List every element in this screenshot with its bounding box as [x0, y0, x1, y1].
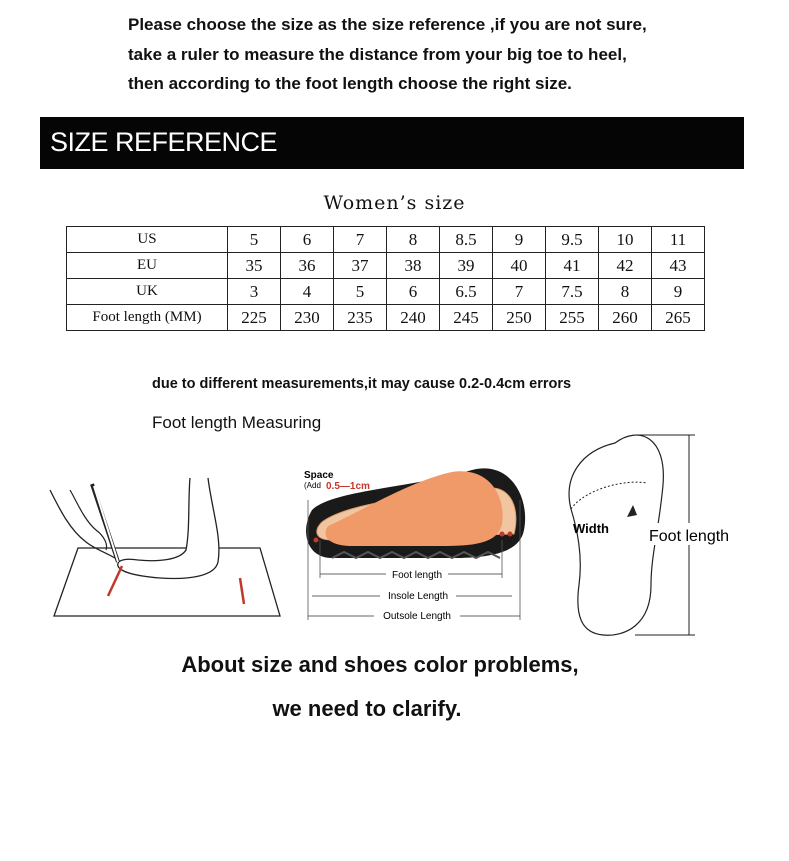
size-cell: 225: [228, 305, 281, 331]
measurement-error-note: due to different measurements,it may cause 0.2-0.4cm errors: [152, 376, 572, 392]
size-cell: 43: [652, 253, 705, 279]
size-cell: 42: [599, 253, 652, 279]
size-cell: 36: [281, 253, 334, 279]
size-cell: 9: [493, 227, 546, 253]
foot-length-label: Foot length: [649, 528, 730, 545]
size-row: [67, 305, 705, 331]
foot-length-measure: Foot length: [391, 570, 443, 581]
sole-width-length-diagram: [555, 425, 755, 645]
measuring-title: Foot length Measuring: [152, 413, 322, 432]
size-cell: 260: [599, 305, 652, 331]
size-table: [66, 226, 705, 331]
size-cell: 4: [281, 279, 334, 305]
size-cell: 39: [440, 253, 493, 279]
shoe-length-diagram: [292, 460, 542, 630]
size-reference-banner: [40, 117, 744, 169]
size-cell: 6: [387, 279, 440, 305]
size-cell: 7: [493, 279, 546, 305]
size-cell: 250: [493, 305, 546, 331]
size-cell: 230: [281, 305, 334, 331]
insole-length-measure: Insole Length: [387, 591, 449, 602]
size-cell: 5: [334, 279, 387, 305]
size-row: [67, 279, 705, 305]
size-row: [67, 253, 705, 279]
table-caption: Women’s size: [323, 192, 466, 214]
clarify-line-2: we need to clarify.: [272, 696, 462, 721]
size-cell: 245: [440, 305, 493, 331]
add-value: 0.5—1cm: [326, 481, 370, 492]
size-row: [67, 227, 705, 253]
size-cell: 40: [493, 253, 546, 279]
size-cell: 38: [387, 253, 440, 279]
size-cell: 8.5: [440, 227, 493, 253]
size-cell: 8: [387, 227, 440, 253]
size-row-label: US: [67, 227, 228, 253]
intro-text: [128, 10, 768, 99]
size-row-label: EU: [67, 253, 228, 279]
intro-line-2: take a ruler to measure the distance from your big toe to heel,: [128, 44, 627, 64]
size-cell: 9.5: [546, 227, 599, 253]
size-cell: 5: [228, 227, 281, 253]
size-cell: 265: [652, 305, 705, 331]
size-row-label: UK: [67, 279, 228, 305]
size-cell: 41: [546, 253, 599, 279]
size-cell: 255: [546, 305, 599, 331]
banner-title: SIZE REFERENCE: [50, 127, 278, 157]
outsole-length-measure: Outsole Length: [383, 611, 451, 622]
size-cell: 10: [599, 227, 652, 253]
size-cell: 7: [334, 227, 387, 253]
size-cell: 235: [334, 305, 387, 331]
intro-line-3: then according to the foot length choose the right size.: [128, 74, 572, 93]
clarify-line-1: About size and shoes color problems,: [181, 652, 579, 677]
size-cell: 7.5: [546, 279, 599, 305]
size-cell: 37: [334, 253, 387, 279]
size-cell: 240: [387, 305, 440, 331]
size-cell: 6.5: [440, 279, 493, 305]
size-cell: 11: [652, 227, 705, 253]
size-row-label: Foot length (MM): [67, 305, 228, 331]
size-cell: 9: [652, 279, 705, 305]
size-cell: 8: [599, 279, 652, 305]
size-cell: 6: [281, 227, 334, 253]
foot-measuring-illustration: [40, 470, 290, 630]
size-cell: 35: [228, 253, 281, 279]
add-label: (Add: [304, 481, 321, 490]
intro-line-1: Please choose the size as the size reference ,if you are not sure,: [128, 15, 647, 34]
width-label: Width: [573, 521, 609, 536]
space-label: Space: [304, 470, 334, 481]
size-cell: 3: [228, 279, 281, 305]
